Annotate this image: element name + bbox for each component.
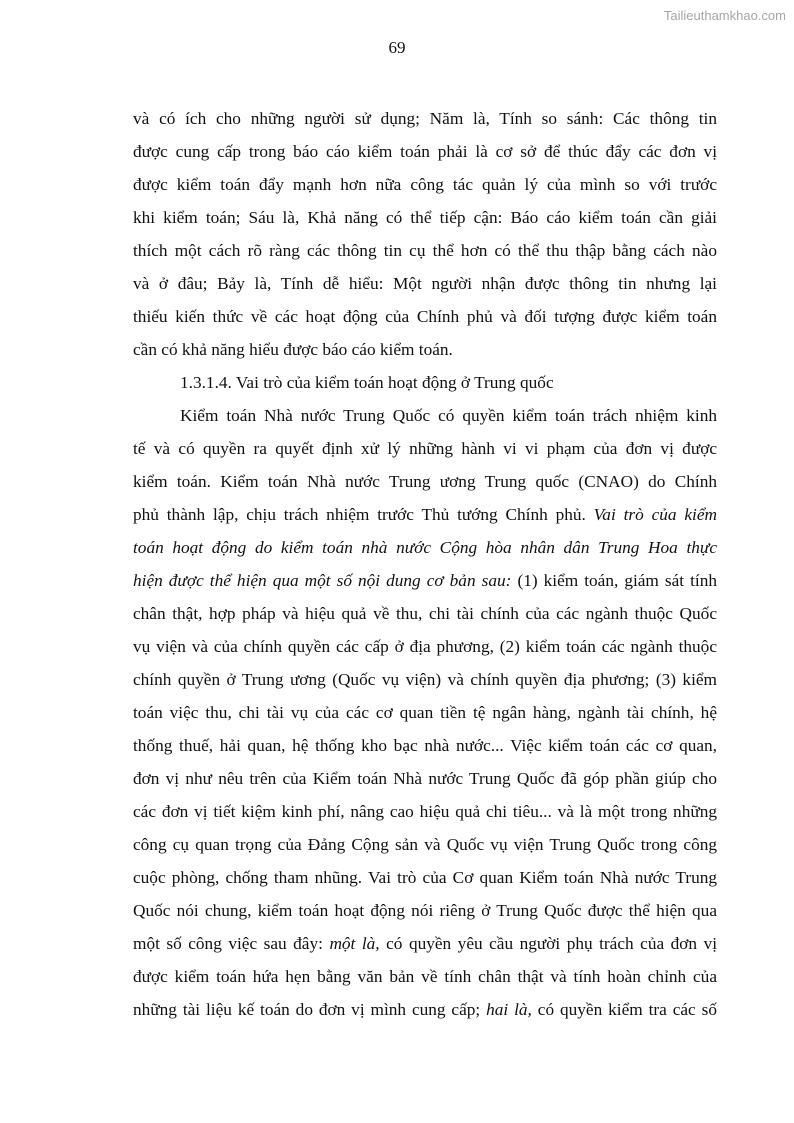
text-line: Quốc nói chung, kiểm toán hoạt động nói riêng ở Trung Quốc được thể hiện qua xyxy=(133,901,717,920)
italic-text-run: Vai trò của kiểm xyxy=(593,505,717,524)
text-line: được cung cấp trong báo cáo kiểm toán phải là cơ sở để thúc đẩy các đơn vị xyxy=(133,142,717,161)
text-run: có quyền kiểm tra các số xyxy=(537,1000,717,1019)
text-run: một số công việc sau đây: xyxy=(133,934,323,953)
text-line: công cụ quan trọng của Đảng Cộng sản và Quốc vụ viện Trung Quốc trong công xyxy=(133,835,717,854)
text-line: chính quyền ở Trung ương (Quốc vụ viện) và chính quyền địa phương; (3) kiểm xyxy=(133,670,717,689)
text-line: chân thật, hợp pháp và hiệu quả về thu, chi tài chính của các ngành thuộc Quốc xyxy=(133,604,717,623)
text-line: tế và có quyền ra quyết định xử lý những hành vi vi phạm của đơn vị được xyxy=(133,439,717,458)
text-line: và ở đâu; Bảy là, Tính dễ hiểu: Một người nhận được thông tin nhưng lại xyxy=(133,274,717,293)
text-line: vụ viện và của chính quyền các cấp ở địa phương, (2) kiểm toán các ngành thuộc xyxy=(133,637,717,656)
document-body xyxy=(133,102,717,1026)
watermark: Tailieuthamkhao.com xyxy=(663,8,786,23)
text-line: thiếu kiến thức về các hoạt động của Chính phủ và đối tượng được kiểm toán xyxy=(133,307,717,326)
text-run: (1) kiểm toán, giám sát tính xyxy=(517,571,718,590)
section-heading: 1.3.1.4. Vai trò của kiểm toán hoạt động ở Trung quốc xyxy=(180,373,554,392)
text-line xyxy=(133,993,717,1026)
text-line xyxy=(133,927,717,960)
paragraph-1 xyxy=(133,102,717,366)
text-run: phủ thành lập, chịu trách nhiệm trước Thủ tướng Chính phủ. xyxy=(133,505,586,524)
text-line xyxy=(133,564,717,597)
text-run: có quyền yêu cầu người phụ trách của đơn vị xyxy=(386,934,718,953)
paragraph-2 xyxy=(133,399,717,1026)
text-line: Kiểm toán Nhà nước Trung Quốc có quyền kiểm toán trách nhiệm kinh xyxy=(180,406,717,425)
text-line xyxy=(133,498,717,531)
text-line: cuộc phòng, chống tham nhũng. Vai trò của Cơ quan Kiểm toán Nhà nước Trung xyxy=(133,868,717,887)
page-number: 69 xyxy=(388,38,406,57)
text-line: khi kiểm toán; Sáu là, Khả năng có thể tiếp cận: Báo cáo kiểm toán cần giải xyxy=(133,208,717,227)
text-line: toán việc thu, chi tài vụ của các cơ quan tiền tệ ngân hàng, ngành tài chính, hệ xyxy=(133,703,717,722)
text-line: được kiểm toán hứa hẹn bằng văn bản về tính chân thật và tính hoàn chỉnh của xyxy=(133,967,717,986)
italic-text-run: một là, xyxy=(329,934,380,953)
text-run: những tài liệu kế toán do đơn vị mình cung cấp; xyxy=(133,1000,481,1019)
italic-text-line: toán hoạt động do kiểm toán nhà nước Cộng hòa nhân dân Trung Hoa thực xyxy=(133,538,717,557)
text-line: đơn vị như nêu trên của Kiểm toán Nhà nước Trung Quốc đã góp phần giúp cho xyxy=(133,769,717,788)
text-line: thích một cách rõ ràng các thông tin cụ thể hơn có thể thu thập bằng cách nào xyxy=(133,241,717,260)
text-line: các đơn vị tiết kiệm kinh phí, nâng cao hiệu quả chi tiêu... và là một trong những xyxy=(133,802,717,821)
text-line: thống thuế, hải quan, hệ thống kho bạc nhà nước... Việc kiểm toán các cơ quan, xyxy=(133,736,717,755)
text-line: được kiểm toán đẩy mạnh hơn nữa công tác quản lý của mình so với trước xyxy=(133,175,717,194)
italic-text-run: hiện được thể hiện qua một số nội dung cơ bản sau: xyxy=(133,571,512,590)
text-line: cần có khả năng hiểu được báo cáo kiểm toán. xyxy=(133,340,453,359)
italic-text-run: hai là, xyxy=(486,1000,532,1019)
text-line: kiểm toán. Kiểm toán Nhà nước Trung ương Trung quốc (CNAO) do Chính xyxy=(133,472,717,491)
text-line: và có ích cho những người sử dụng; Năm là, Tính so sánh: Các thông tin xyxy=(133,109,717,128)
